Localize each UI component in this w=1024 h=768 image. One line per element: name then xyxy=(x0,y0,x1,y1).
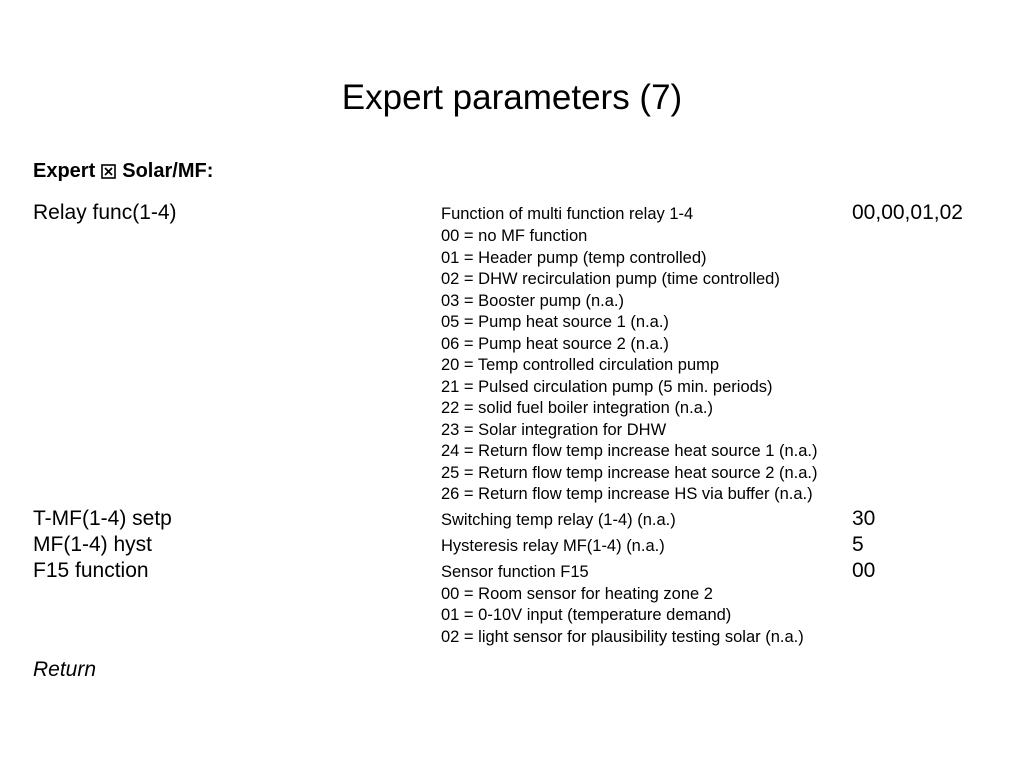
parameter-list xyxy=(33,200,993,684)
option-item: 02 = DHW recirculation pump (time controlled) xyxy=(441,270,780,288)
option-item: 00 = Room sensor for heating zone 2 xyxy=(441,584,713,603)
section-prefix: Expert xyxy=(33,160,96,182)
option-list xyxy=(33,584,993,649)
option-item: 25 = Return flow temp increase heat source 2 (n.a.) xyxy=(441,463,818,482)
option-item: 01 = Header pump (temp controlled) xyxy=(441,248,707,267)
parameter-value: 00 xyxy=(852,558,876,582)
option-item: 22 = solid fuel boiler integration (n.a.) xyxy=(441,399,713,417)
parameter-description: Switching temp relay (1-4) (n.a.) xyxy=(441,510,676,529)
section-heading xyxy=(33,157,213,185)
boxed-x-icon xyxy=(101,164,116,179)
parameter-description: Function of multi function relay 1-4 xyxy=(441,205,694,223)
option-item: 05 = Pump heat source 1 (n.a.) xyxy=(441,313,669,331)
parameter-f15-function xyxy=(33,558,993,649)
parameter-t-mf-setp xyxy=(33,506,993,532)
parameter-name: F15 function xyxy=(33,558,149,582)
parameter-mf-hyst xyxy=(33,532,993,558)
parameter-description: Sensor function F15 xyxy=(441,562,589,581)
option-item: 03 = Booster pump (n.a.) xyxy=(441,291,624,310)
option-item: 24 = Return flow temp increase heat source 1 (n.a.) xyxy=(441,442,818,460)
parameter-value: 5 xyxy=(852,532,864,556)
section-suffix: Solar/MF: xyxy=(122,160,214,182)
parameter-name: MF(1-4) hyst xyxy=(33,532,153,556)
option-item: 02 = light sensor for plausibility testing solar (n.a.) xyxy=(441,627,804,646)
option-item: 01 = 0-10V input (temperature demand) xyxy=(441,606,732,624)
parameter-name: Relay func(1-4) xyxy=(33,201,177,224)
option-item: 00 = no MF function xyxy=(441,227,588,245)
parameter-description: Hysteresis relay MF(1-4) (n.a.) xyxy=(441,536,665,555)
parameter-value: 30 xyxy=(852,506,876,530)
option-item: 20 = Temp controlled circulation pump xyxy=(441,356,720,374)
option-list xyxy=(33,226,993,506)
option-item: 26 = Return flow temp increase HS via buffer (n.a.) xyxy=(441,485,813,503)
page-title: Expert parameters (7) xyxy=(341,78,683,117)
option-item: 21 = Pulsed circulation pump (5 min. periods) xyxy=(441,377,773,396)
parameter-name: T-MF(1-4) setp xyxy=(33,506,172,530)
parameter-relay-func xyxy=(33,200,993,506)
return-link[interactable]: Return xyxy=(33,658,97,681)
parameter-value: 00,00,01,02 xyxy=(852,201,963,224)
option-item: 06 = Pump heat source 2 (n.a.) xyxy=(441,334,669,353)
option-item: 23 = Solar integration for DHW xyxy=(441,420,667,439)
